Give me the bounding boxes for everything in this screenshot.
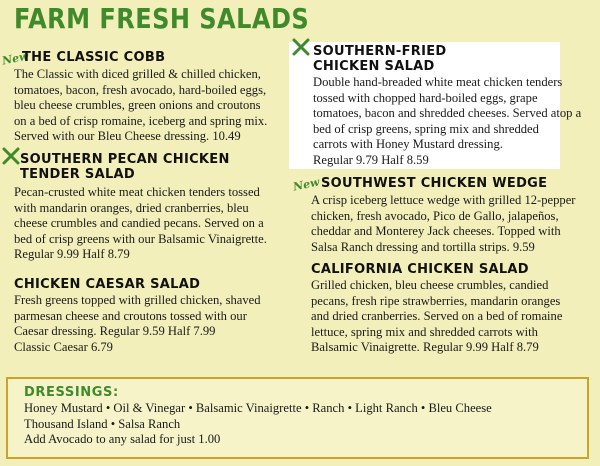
- item-description: Grilled chicken, bleu cheese crumbles, candied pecans, fresh ripe strawberries, mandarin oranges and dried cranberries. Served on a bed of romaine lettuce, spring mix and shredded carrots with Balsamic Vinaigrette. Regular 9.99 Half 8.79: [311, 278, 563, 355]
- menu-item-southern-pecan-desc: [14, 184, 267, 263]
- menu-item-southwest-wedge: [321, 176, 547, 191]
- item-name: THE CLASSIC COBB: [22, 50, 166, 65]
- menu-item-california: [311, 262, 562, 356]
- dressings-list: Honey Mustard • Oil & Vinegar • Balsamic Vinaigrette • Ranch • Light Ranch • Bleu Cheese Thousand Island • Salsa Ranch Add Avocado to any salad for just 1.00: [24, 401, 492, 447]
- menu-item-chicken-caesar: [14, 277, 261, 355]
- item-description: A crisp iceberg lettuce wedge with grilled 12-pepper chicken, fresh avocado, Pico de Gallo, jalapeños, cheddar and Monterey Jack cheeses. Topped with Salsa Ranch dressing and tortilla strips. 9.59: [311, 193, 576, 254]
- item-name: SOUTHERN-FRIED CHICKEN SALAD: [313, 44, 447, 74]
- menu-item-southwest-wedge-desc: [311, 192, 576, 255]
- new-badge: New: [291, 175, 321, 194]
- green-cross-utensils-icon: [2, 147, 20, 165]
- item-name: SOUTHWEST CHICKEN WEDGE: [321, 176, 548, 191]
- item-description: Fresh greens topped with grilled chicken, shaved parmesan cheese and croutons tossed with our Caesar dressing. Regular 9.59 Half 7.99 Classic Caesar 6.79: [14, 293, 261, 354]
- menu-item-southern-fried-desc: [313, 74, 581, 169]
- dressings-title: DRESSINGS:: [24, 385, 119, 400]
- green-cross-utensils-icon: [292, 38, 310, 56]
- item-name: SOUTHERN PECAN CHICKEN TENDER SALAD: [20, 152, 230, 182]
- item-description: Pecan-crusted white meat chicken tenders tossed with mandarin oranges, dried cranberries, bleu cheese crumbles and candied pecans. Served on a bed of crisp greens with our Balsamic Vinaigrette. Regular 9.99 Half 8.79: [14, 185, 267, 262]
- item-name: CHICKEN CAESAR SALAD: [14, 277, 201, 292]
- dressings-box: [6, 377, 589, 459]
- menu-item-classic-cobb-desc: [14, 66, 267, 145]
- menu-item-southern-fried: [313, 44, 446, 74]
- item-description: Double hand-breaded white meat chicken tenders tossed with chopped hard-boiled eggs, grape tomatoes, bacon and shredded cheeses. Served atop a bed of crisp greens, spring mix and shredded carrots with Honey Mustard dressing. Regular 9.79 Half 8.59: [313, 75, 582, 167]
- menu-item-southern-pecan: [20, 152, 230, 182]
- page-title: FARM FRESH SALADS: [14, 2, 310, 35]
- item-name: CALIFORNIA CHICKEN SALAD: [311, 262, 529, 277]
- item-description: The Classic with diced grilled & chilled chicken, tomatoes, bacon, fresh avocado, hard-boiled eggs, bleu cheese crumbles, green onions and croutons on a bed of crisp romaine, iceberg and spring mix. Served with our Bleu Cheese dressing. 10.49: [14, 67, 268, 144]
- menu-item-classic-cobb: [22, 50, 165, 65]
- new-badge: New: [0, 49, 30, 68]
